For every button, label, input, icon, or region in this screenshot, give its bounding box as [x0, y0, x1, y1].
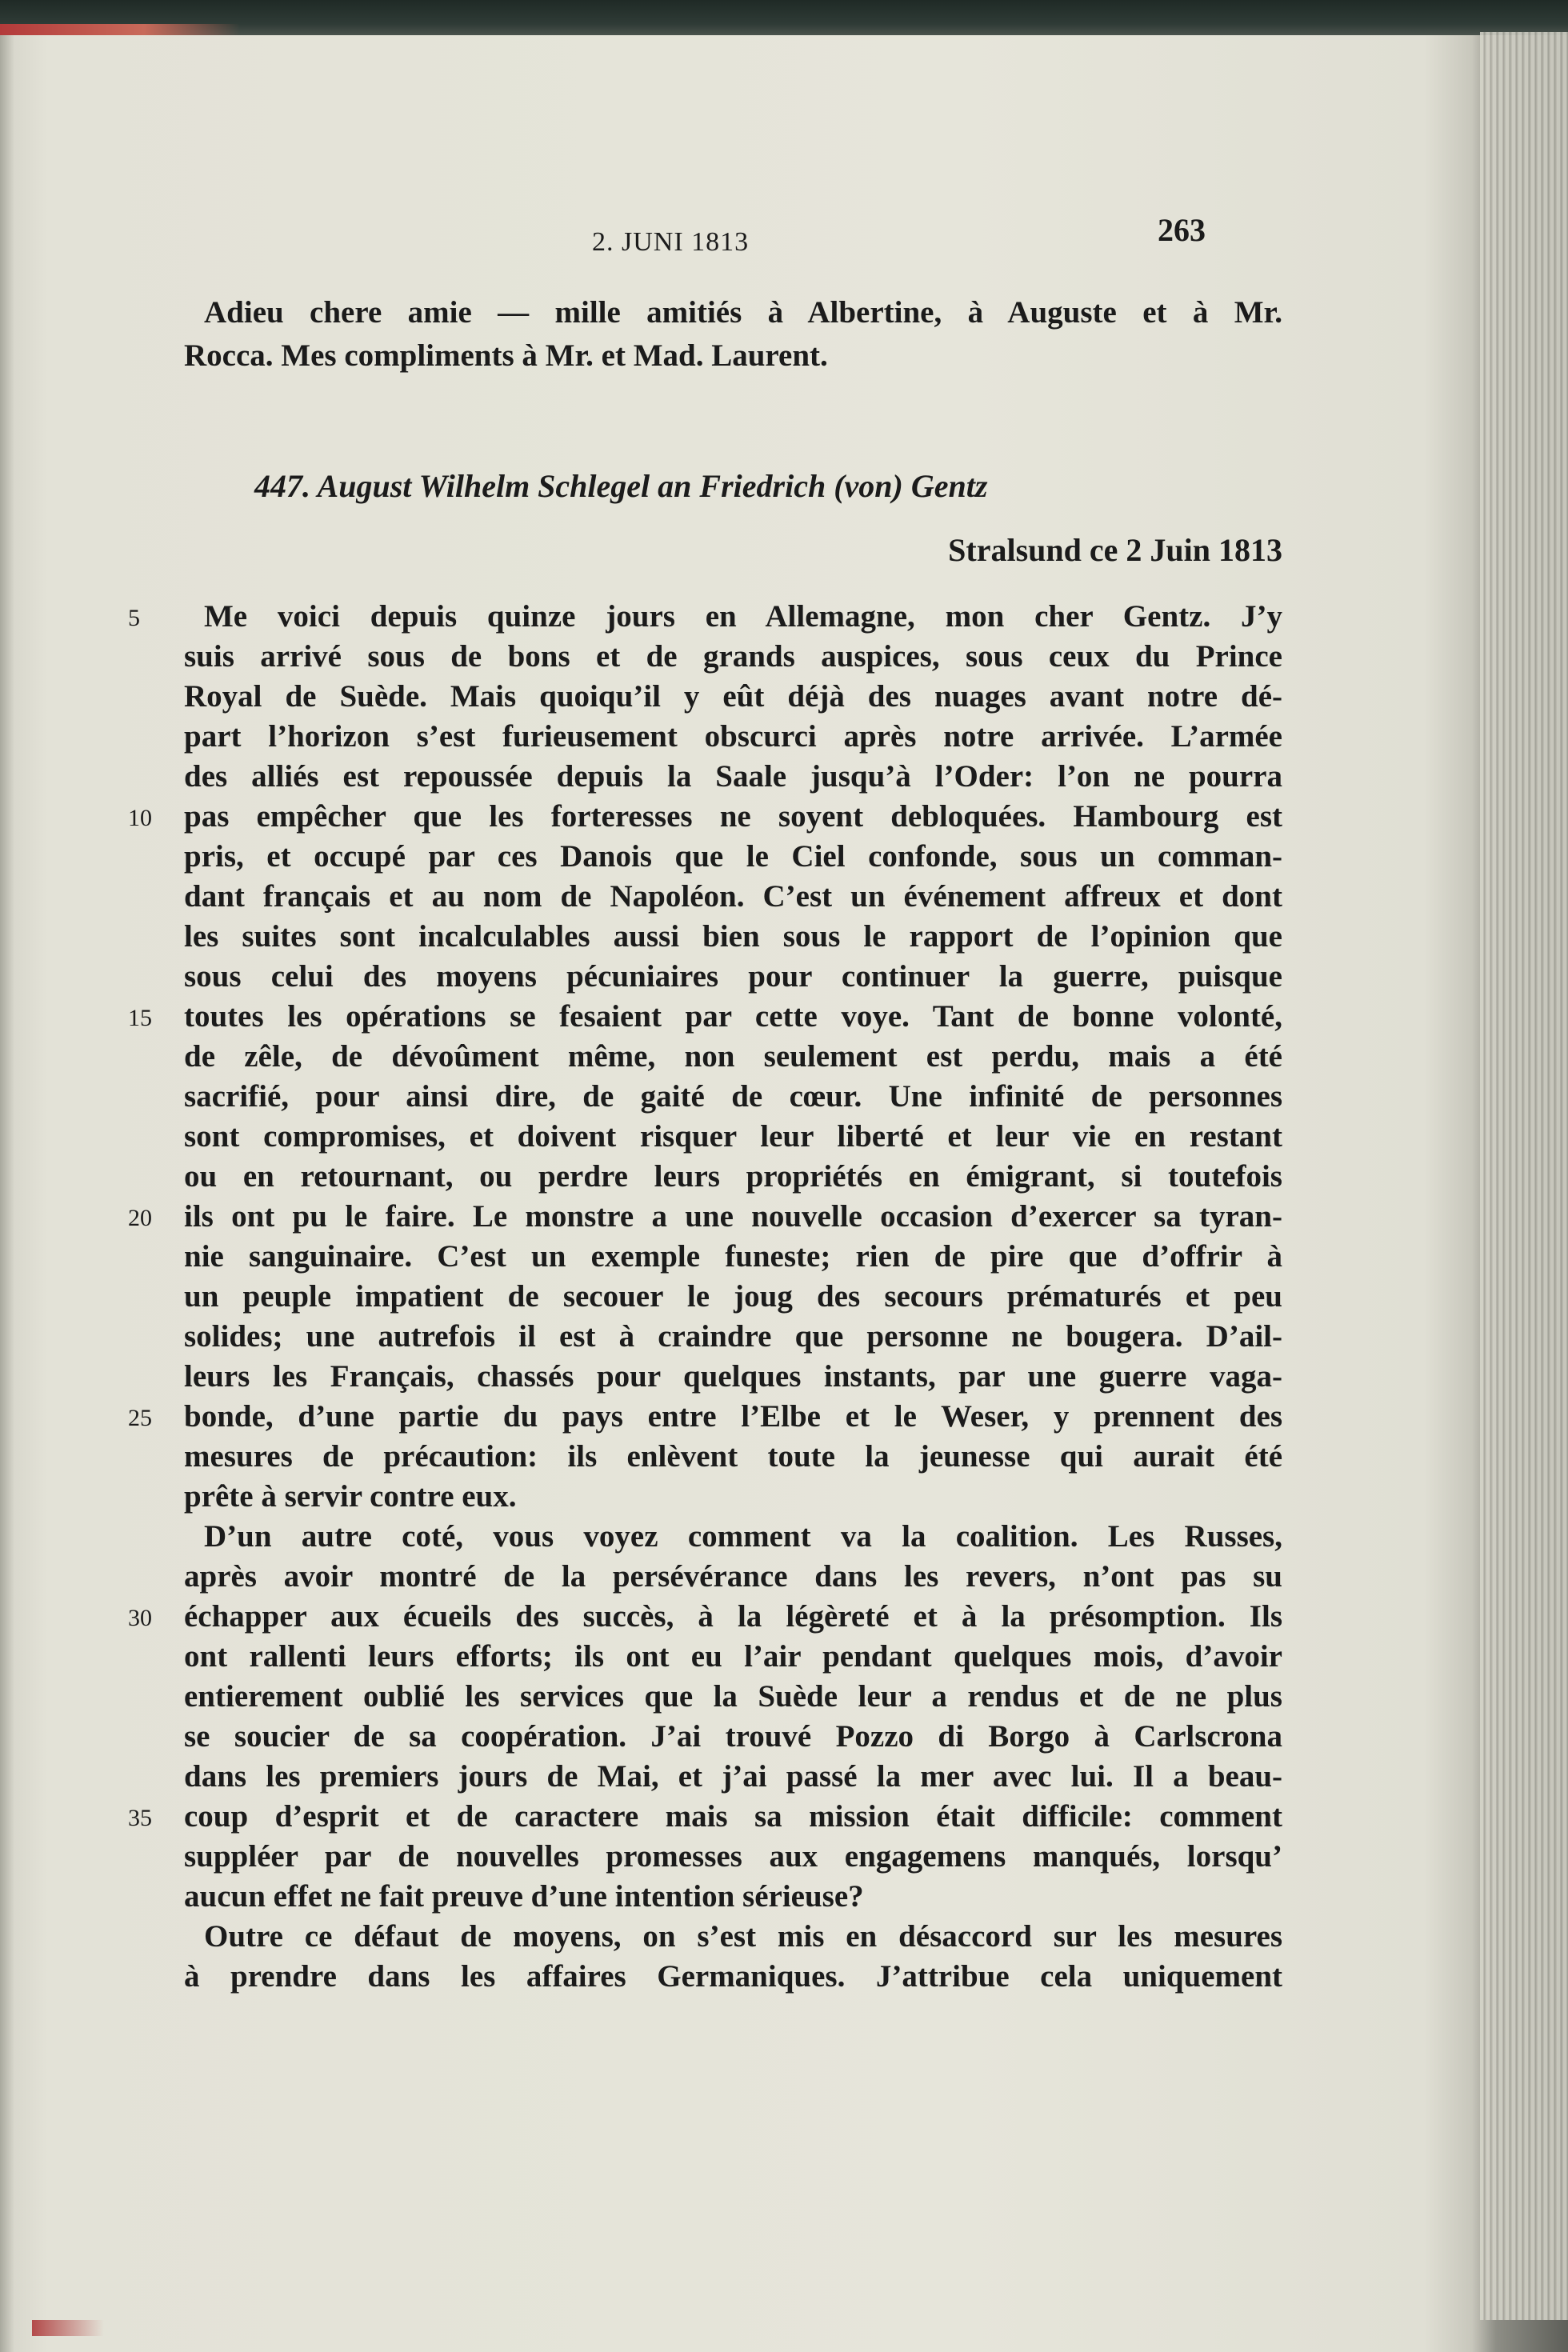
body-line: suis arrivé sous de bons et de grands auspices, sous ceux du Prince	[184, 639, 1282, 674]
letter-dateline: Stralsund ce 2 Juin 1813	[948, 532, 1282, 568]
body-line: dant français et au nom de Napoléon. C’est un événement affreux et dont	[184, 879, 1282, 914]
line-number: 10	[128, 805, 152, 831]
body-line: pas empêcher que les forteresses ne soyent debloquées. Hambourg est	[184, 799, 1282, 834]
body-line: sacrifié, pour ainsi dire, de gaité de cœur. Une infinité de personnes	[184, 1079, 1282, 1114]
body-line: Me voici depuis quinze jours en Allemagne, mon cher Gentz. J’y	[204, 599, 1282, 634]
body-line: entierement oublié les services que la Suède leur a rendus et de ne plus	[184, 1679, 1282, 1714]
body-line: de zêle, de dévoûment même, non seulement est perdu, mais a été	[184, 1039, 1282, 1074]
body-line: ils ont pu le faire. Le monstre a une nouvelle occasion d’exercer sa tyran-	[184, 1199, 1282, 1234]
book-page	[48, 35, 1488, 2323]
body-line: D’un autre coté, vous voyez comment va la coalition. Les Russes,	[204, 1519, 1282, 1554]
body-line: prête à servir contre eux.	[184, 1479, 517, 1514]
book-page-edges	[1480, 32, 1568, 2320]
body-line: Outre ce défaut de moyens, on s’est mis en désaccord sur les mesures	[204, 1919, 1282, 1954]
body-line: nie sanguinaire. C’est un exemple funeste; rien de pire que d’offrir à	[184, 1239, 1282, 1274]
page-number: 263	[1158, 212, 1206, 248]
body-line: bonde, d’une partie du pays entre l’Elbe et le Weser, y prennent des	[184, 1399, 1282, 1434]
closing-line: Rocca. Mes compliments à Mr. et Mad. Laurent.	[184, 338, 828, 373]
line-number: 30	[128, 1605, 152, 1631]
body-line: part l’horizon s’est furieusement obscurci après notre arrivée. L’armée	[184, 719, 1282, 754]
line-number: 20	[128, 1205, 152, 1231]
running-head: 2. JUNI 1813	[592, 227, 750, 257]
body-line: ou en retournant, ou perdre leurs propriétés en émigrant, si toutefois	[184, 1159, 1282, 1194]
line-number: 5	[128, 605, 140, 631]
red-bookmark-edge	[0, 24, 240, 35]
body-line: sous celui des moyens pécuniaires pour continuer la guerre, puisque	[184, 959, 1282, 994]
body-line: suppléer par de nouvelles promesses aux engagemens manqués, lorsqu’	[184, 1839, 1282, 1874]
body-line: des alliés est repoussée depuis la Saale jusqu’à l’Oder: l’on ne pourra	[184, 759, 1282, 794]
line-number: 25	[128, 1405, 152, 1431]
line-number: 15	[128, 1005, 152, 1031]
body-line: toutes les opérations se fesaient par cette voye. Tant de bonne volonté,	[184, 999, 1282, 1034]
body-line: Royal de Suède. Mais quoiqu’il y eût déjà des nuages avant notre dé-	[184, 679, 1282, 714]
letter-heading: 447. August Wilhelm Schlegel an Friedrich (von) Gentz	[254, 468, 988, 504]
body-line: ont rallenti leurs efforts; ils ont eu l’air pendant quelques mois, d’avoir	[184, 1639, 1282, 1674]
body-line: leurs les Français, chassés pour quelques instants, par une guerre vaga-	[184, 1359, 1282, 1394]
line-number: 35	[128, 1805, 152, 1831]
body-line: un peuple impatient de secouer le joug des secours prématurés et peu	[184, 1279, 1282, 1314]
body-line: se soucier de sa coopération. J’ai trouvé Pozzo di Borgo à Carlscrona	[184, 1719, 1282, 1754]
body-line: à prendre dans les affaires Germaniques. J’attribue cela uniquement	[184, 1959, 1282, 1994]
body-line: échapper aux écueils des succès, à la légèreté et à la présomption. Ils	[184, 1599, 1282, 1634]
body-line: les suites sont incalculables aussi bien sous le rapport de l’opinion que	[184, 919, 1282, 954]
body-line: après avoir montré de la persévérance dans les revers, n’ont pas su	[184, 1559, 1282, 1594]
closing-line: Adieu chere amie — mille amitiés à Albertine, à Auguste et à Mr.	[204, 295, 1282, 330]
body-line: pris, et occupé par ces Danois que le Ciel confonde, sous un comman-	[184, 839, 1282, 874]
body-line: dans les premiers jours de Mai, et j’ai passé la mer avec lui. Il a beau-	[184, 1759, 1282, 1794]
body-line: coup d’esprit et de caractere mais sa mission était difficile: comment	[184, 1799, 1282, 1834]
body-line: mesures de précaution: ils enlèvent toute la jeunesse qui aurait été	[184, 1439, 1282, 1474]
body-line: aucun effet ne fait preuve d’une intention sérieuse?	[184, 1879, 864, 1914]
body-line: solides; une autrefois il est à craindre que personne ne bougera. D’ail-	[184, 1319, 1282, 1354]
body-line: sont compromises, et doivent risquer leur liberté et leur vie en restant	[184, 1119, 1282, 1154]
